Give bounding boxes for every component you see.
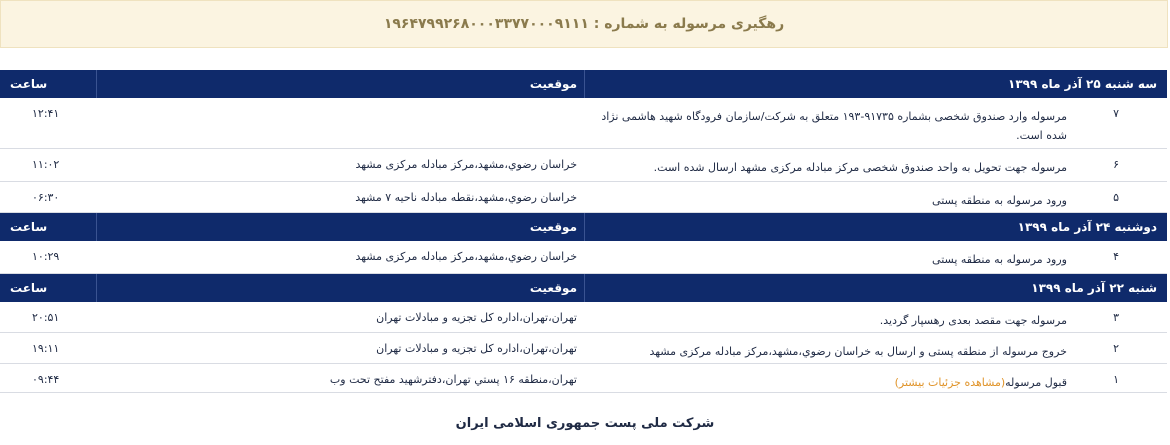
row-time: ۰۹:۴۴ (32, 373, 60, 386)
row-number: ۶ (1113, 158, 1119, 171)
row-number: ۱ (1113, 373, 1119, 386)
column-time: ساعت (10, 220, 48, 234)
header-divider (584, 213, 585, 241)
table-row (0, 98, 1167, 149)
row-time: ۲۰:۵۱ (32, 311, 60, 324)
group-header (0, 274, 1167, 302)
row-time: ۱۹:۱۱ (32, 342, 60, 355)
row-location: تهران،منطقه ۱۶ پستي تهران،دفترشهید مفتح تحت وب (329, 373, 577, 386)
row-description: ورود مرسوله به منطقه پستی (932, 253, 1067, 266)
row-description: ورود مرسوله به منطقه پستی (932, 194, 1067, 207)
tracking-title: رهگیری مرسوله به شماره : ۱۹۶۴۷۹۹۲۶۸۰۰۰۳۳۷۷۰۰۰۹۱۱۱ (383, 16, 785, 32)
column-time: ساعت (10, 77, 48, 91)
row-number: ۲ (1113, 342, 1119, 355)
row-location: خراسان رضوي،مشهد،نقطه مبادله ناحیه ۷ مشهد (355, 191, 577, 204)
row-number: ۷ (1113, 107, 1119, 120)
row-description: مرسوله جهت مقصد بعدی رهسپار گردید. (879, 314, 1067, 327)
table-row (0, 302, 1167, 333)
group-date: دوشنبه ۲۴ آذر ماه ۱۳۹۹ (1017, 220, 1157, 234)
header-divider (96, 274, 97, 302)
more-details-link[interactable]: (مشاهده جزئیات بیشتر) (894, 376, 1006, 389)
row-location: تهران،تهران،اداره کل تجزیه و مبادلات تهران (376, 311, 577, 324)
header-divider (96, 213, 97, 241)
group-date: سه شنبه ۲۵ آذر ماه ۱۳۹۹ (1008, 77, 1157, 91)
row-location: خراسان رضوي،مشهد،مرکز مبادله مرکزی مشهد (355, 250, 577, 263)
table-row (0, 149, 1167, 182)
header-divider (584, 70, 585, 98)
row-time: ۰۶:۳۰ (32, 191, 60, 204)
column-location: موقعیت (529, 77, 577, 91)
row-number: ۳ (1113, 311, 1119, 324)
row-description: خروج مرسوله از منطقه پستی و ارسال به خراسان رضوي،مشهد،مرکز مبادله مرکزی مشهد (649, 345, 1067, 358)
row-description-text: قبول مرسوله (1005, 376, 1067, 389)
row-location: تهران،تهران،اداره کل تجزیه و مبادلات تهران (376, 342, 577, 355)
column-time: ساعت (10, 281, 48, 295)
group-header (0, 213, 1167, 241)
row-number: ۵ (1113, 191, 1119, 204)
group-header (0, 70, 1167, 98)
group-date: شنبه ۲۲ آذر ماه ۱۳۹۹ (1031, 281, 1157, 295)
row-location: خراسان رضوي،مشهد،مرکز مبادله مرکزی مشهد (355, 158, 577, 171)
column-location: موقعیت (529, 281, 577, 295)
row-time: ۱۱:۰۲ (32, 158, 60, 171)
row-time: ۱۰:۲۹ (32, 250, 60, 263)
row-description: مرسوله جهت تحویل به واحد صندوق شخصی مرکز مبادله مرکزی مشهد ارسال شده است. (653, 161, 1067, 174)
footer-company: شرکت ملی پست جمهوری اسلامی ایران (455, 416, 715, 431)
table-row (0, 182, 1167, 213)
table-row (0, 333, 1167, 364)
column-location: موقعیت (529, 220, 577, 234)
row-time: ۱۲:۴۱ (32, 107, 60, 120)
header-divider (584, 274, 585, 302)
table-row (0, 241, 1167, 274)
row-number: ۴ (1113, 250, 1119, 263)
tracking-banner (0, 0, 1168, 48)
row-description (587, 373, 1067, 392)
header-divider (96, 70, 97, 98)
table-row (0, 364, 1167, 393)
row-description: مرسوله وارد صندوق شخصی بشماره ۹۱۷۳۵-۱۹۳ متعلق به شرکت/سازمان فرودگاه شهید هاشمی نژاد شده است. (601, 110, 1067, 142)
tracking-table (0, 70, 1167, 393)
